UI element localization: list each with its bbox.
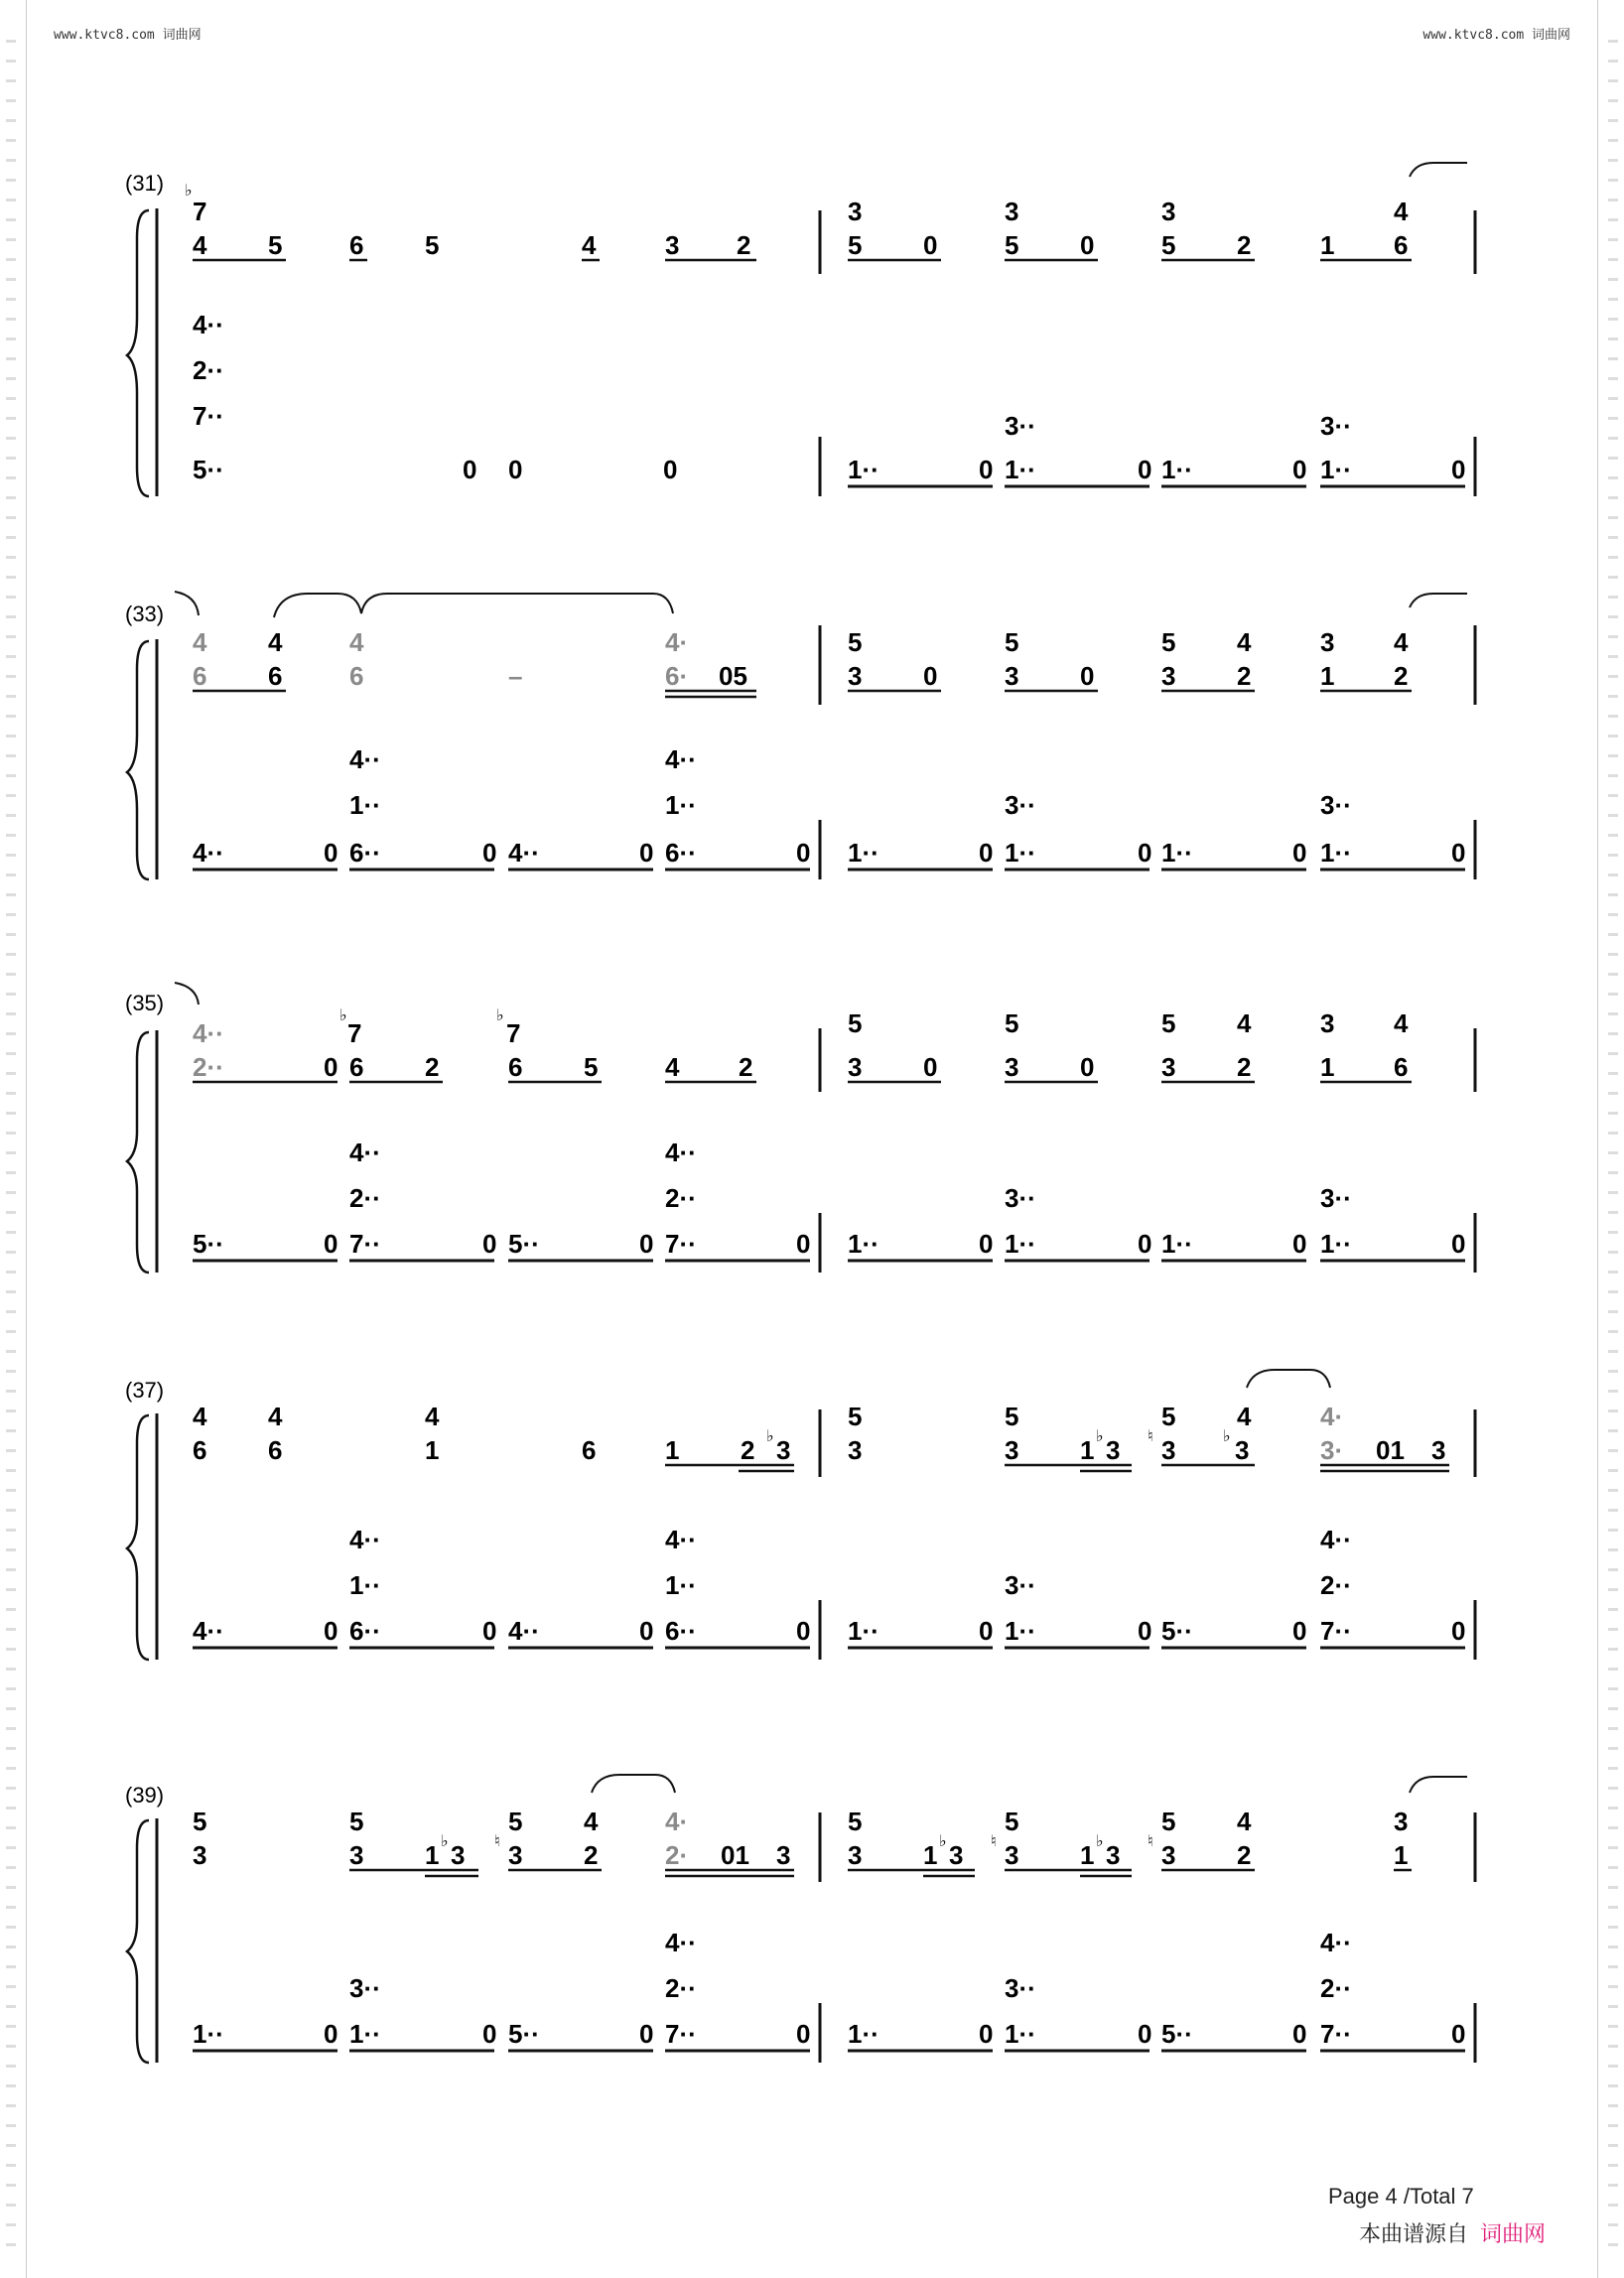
svg-text:3: 3 [665,230,680,260]
svg-text:2: 2 [1237,1052,1252,1082]
svg-text:0: 0 [796,838,811,868]
svg-text:1··: 1·· [665,1570,697,1600]
svg-text:5: 5 [1161,230,1176,260]
svg-text:4: 4 [1394,197,1409,226]
svg-text:0: 0 [324,838,338,868]
svg-text:3: 3 [1106,1840,1121,1870]
svg-text:0: 0 [923,661,938,691]
svg-text:0: 0 [796,2019,811,2049]
svg-text:3: 3 [1005,1052,1019,1082]
svg-text:♭: ♭ [496,1007,504,1024]
svg-text:5: 5 [1161,1008,1176,1038]
svg-text:0: 0 [1292,1229,1307,1259]
svg-text:4··: 4·· [508,838,540,868]
svg-text:3: 3 [349,1840,364,1870]
svg-text:1: 1 [425,1435,440,1465]
svg-text:1··: 1·· [848,1616,880,1646]
svg-text:♭: ♭ [1096,1833,1104,1850]
svg-text:5: 5 [848,1008,863,1038]
svg-text:0: 0 [796,1229,811,1259]
svg-text:4··: 4·· [1320,1928,1352,1957]
svg-text:1··: 1·· [1005,455,1036,484]
svg-text:4: 4 [193,627,207,657]
svg-text:0: 0 [979,838,994,868]
svg-text:2··: 2·· [1320,1570,1352,1600]
svg-text:3··: 3·· [1320,1183,1352,1213]
svg-text:3: 3 [508,1840,523,1870]
svg-text:3: 3 [1005,1840,1019,1870]
svg-text:1··: 1·· [848,455,880,484]
svg-text:5: 5 [848,230,863,260]
svg-text:5: 5 [349,1807,364,1836]
svg-text:♭: ♭ [441,1833,449,1850]
svg-text:5: 5 [848,1402,863,1431]
svg-text:6: 6 [268,1435,283,1465]
svg-text:0: 0 [1451,455,1466,484]
svg-text:5: 5 [193,1807,207,1836]
svg-text:3··: 3·· [1005,790,1036,820]
svg-text:4·: 4· [1320,1402,1344,1431]
svg-text:6: 6 [1394,1052,1409,1082]
svg-text:0: 0 [1292,1616,1307,1646]
svg-text:3: 3 [1161,197,1176,226]
svg-text:05: 05 [719,661,747,691]
svg-text:1: 1 [1320,1052,1335,1082]
svg-text:3: 3 [1320,627,1335,657]
svg-text:♮: ♮ [494,1833,500,1850]
svg-text:3: 3 [1431,1435,1446,1465]
measure-number: (31) [125,171,165,196]
svg-text:6: 6 [349,230,364,260]
svg-text:4: 4 [1237,1807,1252,1836]
svg-text:4: 4 [582,230,597,260]
svg-text:1: 1 [1080,1840,1095,1870]
system-31 [125,163,1475,496]
svg-text:01: 01 [721,1840,749,1870]
svg-text:3: 3 [1005,1435,1019,1465]
svg-text:5: 5 [1005,1807,1019,1836]
svg-text:1··: 1·· [1320,838,1352,868]
svg-text:5: 5 [584,1052,599,1082]
svg-text:0: 0 [482,1616,497,1646]
svg-text:4: 4 [349,627,364,657]
svg-text:7··: 7·· [1320,2019,1352,2049]
system-35 [125,983,1475,1273]
svg-text:6: 6 [349,1052,364,1082]
svg-text:3: 3 [1161,1435,1176,1465]
svg-text:7··: 7·· [665,2019,697,2049]
svg-text:4··: 4·· [665,1928,697,1957]
svg-text:0: 0 [639,838,654,868]
svg-text:3··: 3·· [349,1973,381,2003]
svg-text:3··: 3·· [1005,411,1036,441]
svg-text:1: 1 [425,1840,440,1870]
svg-text:6·: 6· [665,661,689,691]
svg-text:6: 6 [268,661,283,691]
svg-text:4··: 4·· [193,1018,224,1048]
svg-text:0: 0 [1080,661,1095,691]
svg-text:1: 1 [1394,1840,1409,1870]
svg-text:0: 0 [324,1229,338,1259]
svg-text:4: 4 [584,1807,599,1836]
svg-text:0: 0 [979,455,994,484]
svg-text:4: 4 [1394,1008,1409,1038]
svg-text:1··: 1·· [349,790,381,820]
source-site-link[interactable]: 词曲网 [1480,2221,1547,2246]
svg-text:5: 5 [425,230,440,260]
svg-text:1··: 1·· [1161,1229,1193,1259]
svg-text:7: 7 [193,197,207,226]
svg-text:4··: 4·· [665,1138,697,1167]
svg-text:4··: 4·· [665,1525,697,1554]
svg-text:6: 6 [349,661,364,691]
svg-text:7··: 7·· [349,1229,381,1259]
svg-text:0: 0 [1292,455,1307,484]
svg-text:4: 4 [268,627,283,657]
svg-text:2: 2 [737,230,751,260]
svg-text:3: 3 [949,1840,964,1870]
svg-text:3: 3 [848,1435,863,1465]
svg-text:3: 3 [776,1840,791,1870]
svg-text:6: 6 [1394,230,1409,260]
svg-text:1··: 1·· [665,790,697,820]
svg-text:3: 3 [1005,661,1019,691]
svg-text:3·: 3· [1320,1435,1344,1465]
svg-text:3: 3 [848,661,863,691]
svg-text:2: 2 [739,1052,753,1082]
header-site-left[interactable]: www.ktvc8.com 词曲网 [54,28,202,43]
svg-text:0: 0 [1451,2019,1466,2049]
svg-text:5: 5 [1161,1807,1176,1836]
svg-text:4··: 4·· [349,1138,381,1167]
svg-text:♭: ♭ [185,183,193,200]
svg-text:♮: ♮ [1148,1833,1153,1850]
svg-text:7: 7 [506,1018,521,1048]
svg-text:2: 2 [1237,1840,1252,1870]
svg-text:5: 5 [1161,1402,1176,1431]
svg-text:5··: 5·· [508,1229,540,1259]
svg-text:2: 2 [1237,230,1252,260]
svg-text:1: 1 [1320,661,1335,691]
svg-text:0: 0 [1451,1616,1466,1646]
svg-text:4·: 4· [665,1807,689,1836]
svg-text:3: 3 [1161,661,1176,691]
svg-text:–: – [508,661,523,691]
svg-text:1··: 1·· [1320,455,1352,484]
svg-text:2··: 2·· [193,1052,224,1082]
svg-text:0: 0 [1138,2019,1152,2049]
svg-text:3: 3 [848,1052,863,1082]
svg-text:3: 3 [193,1840,207,1870]
svg-text:5: 5 [1005,627,1019,657]
svg-text:4··: 4·· [349,1525,381,1554]
svg-text:4··: 4·· [1320,1525,1352,1554]
svg-text:7··: 7·· [665,1229,697,1259]
measure-number: (39) [125,1783,165,1808]
svg-text:1: 1 [1080,1435,1095,1465]
svg-text:5: 5 [1005,1402,1019,1431]
svg-text:5··: 5·· [1161,1616,1193,1646]
svg-text:7··: 7·· [193,401,224,431]
svg-text:0: 0 [1080,230,1095,260]
svg-text:0: 0 [923,1052,938,1082]
svg-text:5: 5 [848,627,863,657]
svg-text:1··: 1·· [848,1229,880,1259]
svg-text:0: 0 [324,1052,338,1082]
svg-text:1··: 1·· [848,2019,880,2049]
source-label: 本曲谱源自 [1359,2221,1469,2246]
svg-text:4··: 4·· [193,838,224,868]
svg-text:0: 0 [482,2019,497,2049]
svg-text:3: 3 [451,1840,466,1870]
svg-text:1··: 1·· [193,2019,224,2049]
svg-text:3: 3 [1161,1840,1176,1870]
svg-text:1··: 1·· [1320,1229,1352,1259]
svg-text:1··: 1·· [1005,1616,1036,1646]
svg-text:6: 6 [508,1052,523,1082]
svg-text:♮: ♮ [991,1833,997,1850]
svg-text:4: 4 [1237,1008,1252,1038]
svg-text:5··: 5·· [193,1229,224,1259]
svg-text:2: 2 [425,1052,440,1082]
svg-text:3: 3 [1394,1807,1409,1836]
svg-text:2··: 2·· [665,1183,697,1213]
svg-text:3··: 3·· [1005,1183,1036,1213]
measure-number: (35) [125,991,165,1015]
svg-text:♭: ♭ [1096,1428,1104,1445]
svg-text:5: 5 [1005,1008,1019,1038]
svg-text:3: 3 [848,1840,863,1870]
svg-text:2··: 2·· [349,1183,381,1213]
svg-text:3: 3 [1320,1008,1335,1038]
svg-text:4··: 4·· [193,310,224,339]
svg-text:3: 3 [1106,1435,1121,1465]
svg-text:0: 0 [482,1229,497,1259]
svg-text:6: 6 [193,661,207,691]
svg-text:0: 0 [1292,2019,1307,2049]
svg-text:4··: 4·· [665,744,697,774]
svg-text:01: 01 [1376,1435,1405,1465]
svg-text:3··: 3·· [1320,411,1352,441]
header-site-right[interactable]: www.ktvc8.com 词曲网 [1422,28,1570,43]
svg-text:0: 0 [979,2019,994,2049]
svg-text:0: 0 [663,455,678,484]
svg-text:1··: 1·· [1161,455,1193,484]
svg-text:2: 2 [1394,661,1409,691]
svg-text:0: 0 [639,1616,654,1646]
svg-text:3: 3 [848,197,863,226]
svg-text:2··: 2·· [1320,1973,1352,2003]
svg-text:♭: ♭ [766,1428,774,1445]
svg-text:0: 0 [1451,1229,1466,1259]
svg-text:♮: ♮ [1148,1428,1153,1445]
svg-text:6··: 6·· [349,1616,381,1646]
svg-text:1··: 1·· [848,838,880,868]
svg-text:0: 0 [1138,1229,1152,1259]
svg-text:7··: 7·· [1320,1616,1352,1646]
svg-text:5: 5 [1005,230,1019,260]
svg-text:3: 3 [1005,197,1019,226]
source-credit [1359,2217,1546,2248]
svg-text:5: 5 [508,1807,523,1836]
page-indicator: Page 4 /Total 7 [1328,2184,1474,2209]
svg-text:♭: ♭ [939,1833,947,1850]
svg-text:2··: 2·· [193,355,224,385]
system-39 [125,1775,1475,2063]
svg-text:0: 0 [1080,1052,1095,1082]
svg-text:0: 0 [639,2019,654,2049]
svg-text:0: 0 [482,838,497,868]
svg-text:3··: 3·· [1005,1973,1036,2003]
measure-number: (37) [125,1378,165,1403]
svg-text:0: 0 [324,2019,338,2049]
svg-text:6: 6 [582,1435,597,1465]
svg-text:4··: 4·· [508,1616,540,1646]
svg-text:2··: 2·· [665,1973,697,2003]
svg-text:4: 4 [268,1402,283,1431]
svg-text:0: 0 [923,230,938,260]
svg-text:4: 4 [1237,1402,1252,1431]
svg-text:1··: 1·· [1005,1229,1036,1259]
svg-text:0: 0 [1138,838,1152,868]
svg-text:4·: 4· [665,627,689,657]
svg-text:1··: 1·· [1005,2019,1036,2049]
system-33 [125,592,1475,879]
svg-text:0: 0 [1138,455,1152,484]
svg-text:5: 5 [268,230,283,260]
svg-text:0: 0 [324,1616,338,1646]
svg-text:4··: 4·· [193,1616,224,1646]
system-37 [125,1370,1475,1660]
svg-text:4··: 4·· [349,744,381,774]
svg-text:5: 5 [848,1807,863,1836]
svg-text:6: 6 [193,1435,207,1465]
svg-text:1··: 1·· [349,2019,381,2049]
svg-text:1··: 1·· [349,1570,381,1600]
svg-text:1: 1 [665,1435,680,1465]
svg-text:5··: 5·· [1161,2019,1193,2049]
svg-text:4: 4 [425,1402,440,1431]
svg-text:6··: 6·· [665,838,697,868]
svg-text:6··: 6·· [665,1616,697,1646]
svg-text:1: 1 [923,1840,938,1870]
svg-text:♭: ♭ [1223,1428,1231,1445]
svg-text:2·: 2· [665,1840,689,1870]
svg-text:2: 2 [584,1840,599,1870]
svg-text:4: 4 [1394,627,1409,657]
svg-text:0: 0 [979,1616,994,1646]
svg-text:2: 2 [1237,661,1252,691]
svg-text:0: 0 [796,1616,811,1646]
svg-text:0: 0 [1138,1616,1152,1646]
svg-text:3··: 3·· [1320,790,1352,820]
svg-text:0: 0 [508,455,523,484]
svg-text:5··: 5·· [193,455,224,484]
svg-text:3: 3 [1235,1435,1250,1465]
svg-text:4: 4 [193,1402,207,1431]
svg-text:0: 0 [639,1229,654,1259]
svg-text:0: 0 [463,455,477,484]
svg-text:7: 7 [347,1018,362,1048]
svg-text:5··: 5·· [508,2019,540,2049]
svg-text:0: 0 [1292,838,1307,868]
svg-text:1: 1 [1320,230,1335,260]
svg-text:2: 2 [741,1435,755,1465]
svg-text:5: 5 [1161,627,1176,657]
svg-text:3: 3 [776,1435,791,1465]
svg-text:6··: 6·· [349,838,381,868]
svg-text:4: 4 [1237,627,1252,657]
svg-text:0: 0 [979,1229,994,1259]
svg-text:1··: 1·· [1161,838,1193,868]
svg-text:1··: 1·· [1005,838,1036,868]
svg-text:♭: ♭ [339,1007,347,1024]
svg-text:4: 4 [193,230,207,260]
svg-text:4: 4 [665,1052,680,1082]
svg-text:0: 0 [1451,838,1466,868]
svg-text:3··: 3·· [1005,1570,1036,1600]
measure-number: (33) [125,602,165,626]
svg-text:3: 3 [1161,1052,1176,1082]
